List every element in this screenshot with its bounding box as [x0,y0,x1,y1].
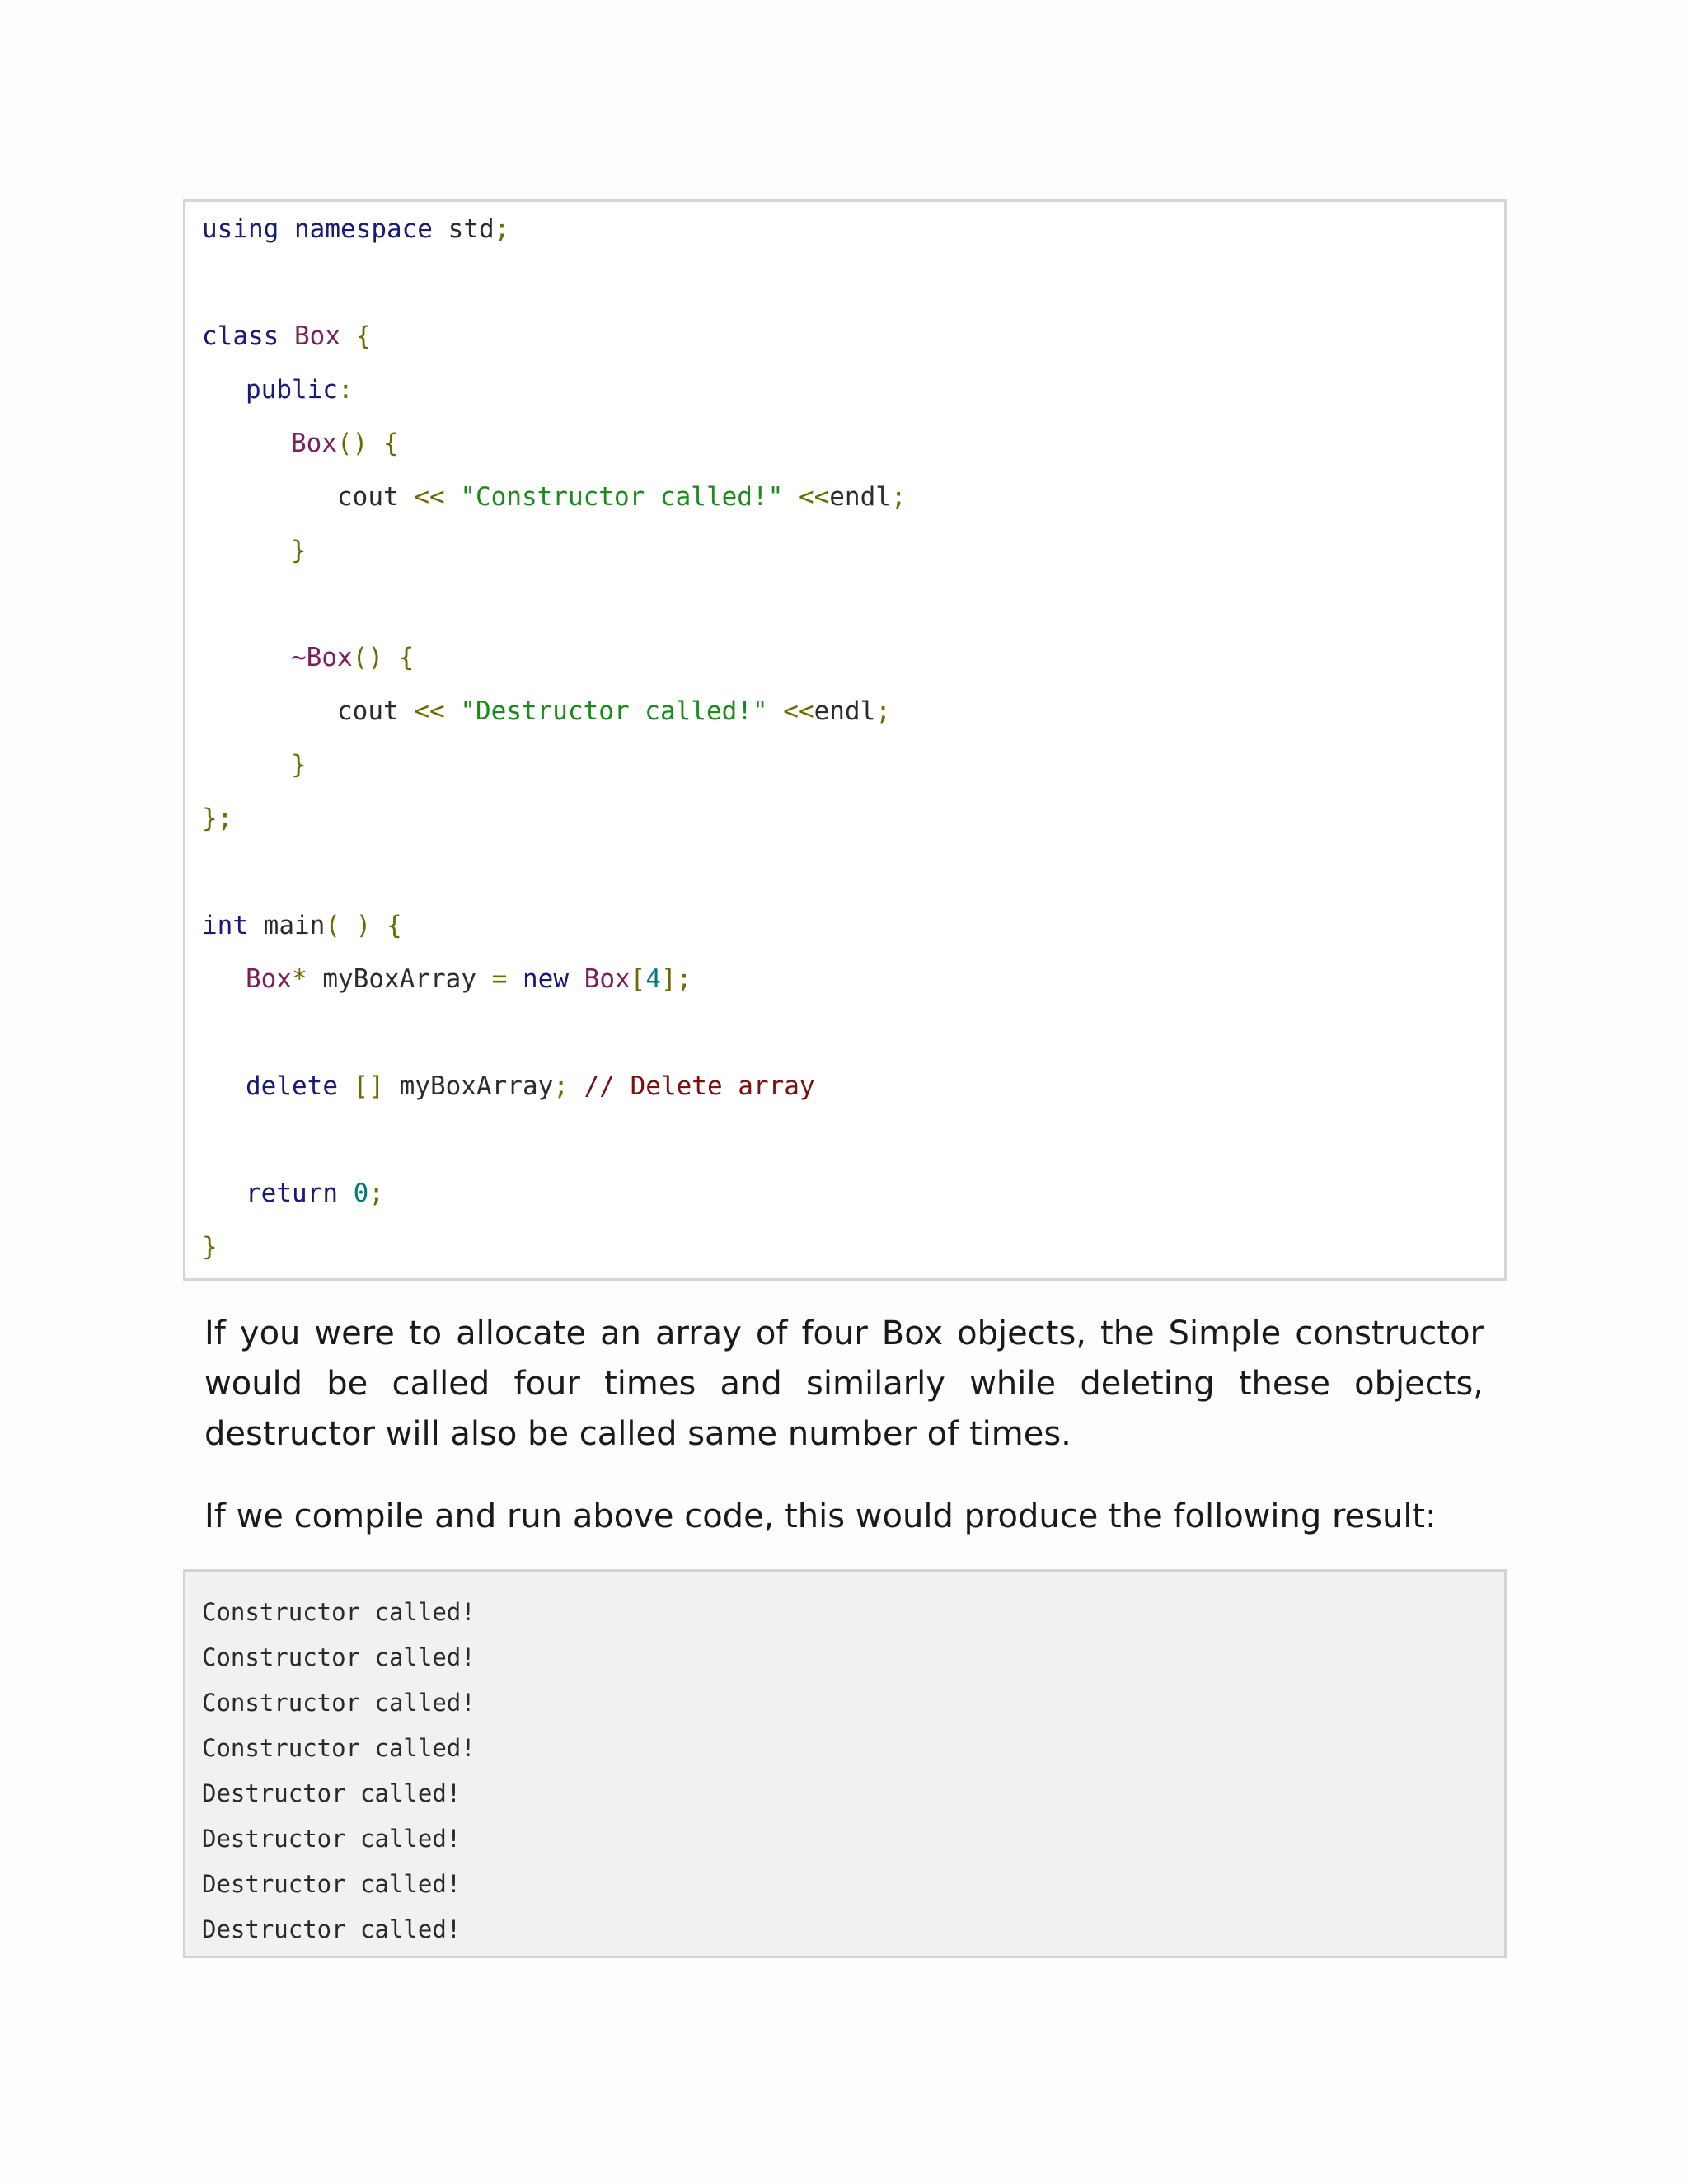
code-token: }; [202,804,233,833]
code-token: << [783,696,814,726]
code-token: ]; [661,964,692,994]
code-token: Box [291,429,337,458]
code-comment: // Delete array [584,1071,815,1101]
paragraph-result-intro: If we compile and run above code, this would produce the following result: [204,1497,1437,1535]
code-line-using [202,210,509,248]
output-line: Constructor called! [202,1734,476,1762]
code-line-class [202,317,371,355]
code-line-dtor-cout [202,692,891,730]
code-token: "Destructor called!" [460,696,768,726]
code-token: endl [814,696,876,726]
code-line-public [202,371,354,409]
code-line-delete [202,1067,815,1105]
code-token: ( ) [325,911,372,940]
code-token: << [798,482,830,512]
code-token: ; [553,1071,569,1101]
code-token: myBoxArray [399,1071,554,1101]
code-block [183,199,1507,1281]
code-token: cout [337,482,399,512]
output-line: Constructor called! [202,1643,476,1671]
code-token: { [387,911,402,940]
output-line: Constructor called! [202,1598,476,1626]
code-token: new [523,964,569,994]
code-token: myBoxArray [322,964,476,994]
code-token: namespace [294,214,433,244]
code-token: return [246,1179,338,1208]
code-token: std [448,214,495,244]
code-token: ; [875,696,891,726]
paragraph-explanation: If you were to allocate an array of four Box objects, the Simple constructor would be called four times and similarly while deleting these objects, destructor will also be called same number of times. [204,1315,1484,1453]
code-token: Box [584,964,631,994]
code-token: 0 [353,1179,369,1208]
code-token: } [291,536,307,565]
code-token: delete [246,1071,338,1101]
code-token: Box [246,964,292,994]
code-token: "Constructor called!" [460,482,784,512]
code-token: << [414,696,445,726]
code-token: { [398,643,415,673]
code-token: { [383,429,399,458]
code-token: endl [829,482,891,512]
code-token: { [355,321,372,351]
code-token: cout [337,696,399,726]
code-token: using [202,214,279,244]
output-block [183,1569,1507,1958]
code-line-main [202,907,402,944]
output-line: Destructor called! [202,1825,462,1853]
code-token: Box [294,321,340,351]
code-line-ctor-cout [202,478,907,516]
code-token: ~ [291,643,307,673]
code-line-alloc [202,960,692,998]
code-line-class-close [202,799,232,837]
code-token: << [414,482,445,512]
code-line-dtor-close [202,746,307,784]
output-line: Destructor called! [202,1915,462,1943]
code-token: public [246,375,338,405]
code-token: } [291,750,307,780]
code-line-ctor-close [202,532,307,569]
code-token: main [263,911,326,940]
code-token: = [491,964,508,994]
code-token: class [202,321,279,351]
code-line-main-close [202,1228,218,1266]
output-line: Constructor called! [202,1689,476,1717]
code-line-return [202,1174,384,1212]
code-token: } [202,1232,218,1262]
code-token: [ [630,964,646,994]
code-token: int [202,911,248,940]
output-line: Destructor called! [202,1870,462,1898]
code-token: ; [890,482,907,512]
code-token: * [292,964,307,994]
code-token: [] [353,1071,384,1101]
code-token: 4 [645,964,662,994]
code-token: : [337,375,354,405]
code-line-dtor [202,639,414,677]
code-token: ; [368,1179,384,1208]
code-line-ctor [202,424,399,462]
code-token: Box [306,643,353,673]
code-token: () [337,429,368,458]
output-line: Destructor called! [202,1779,462,1807]
code-token: () [352,643,383,673]
code-token: ; [494,214,510,244]
